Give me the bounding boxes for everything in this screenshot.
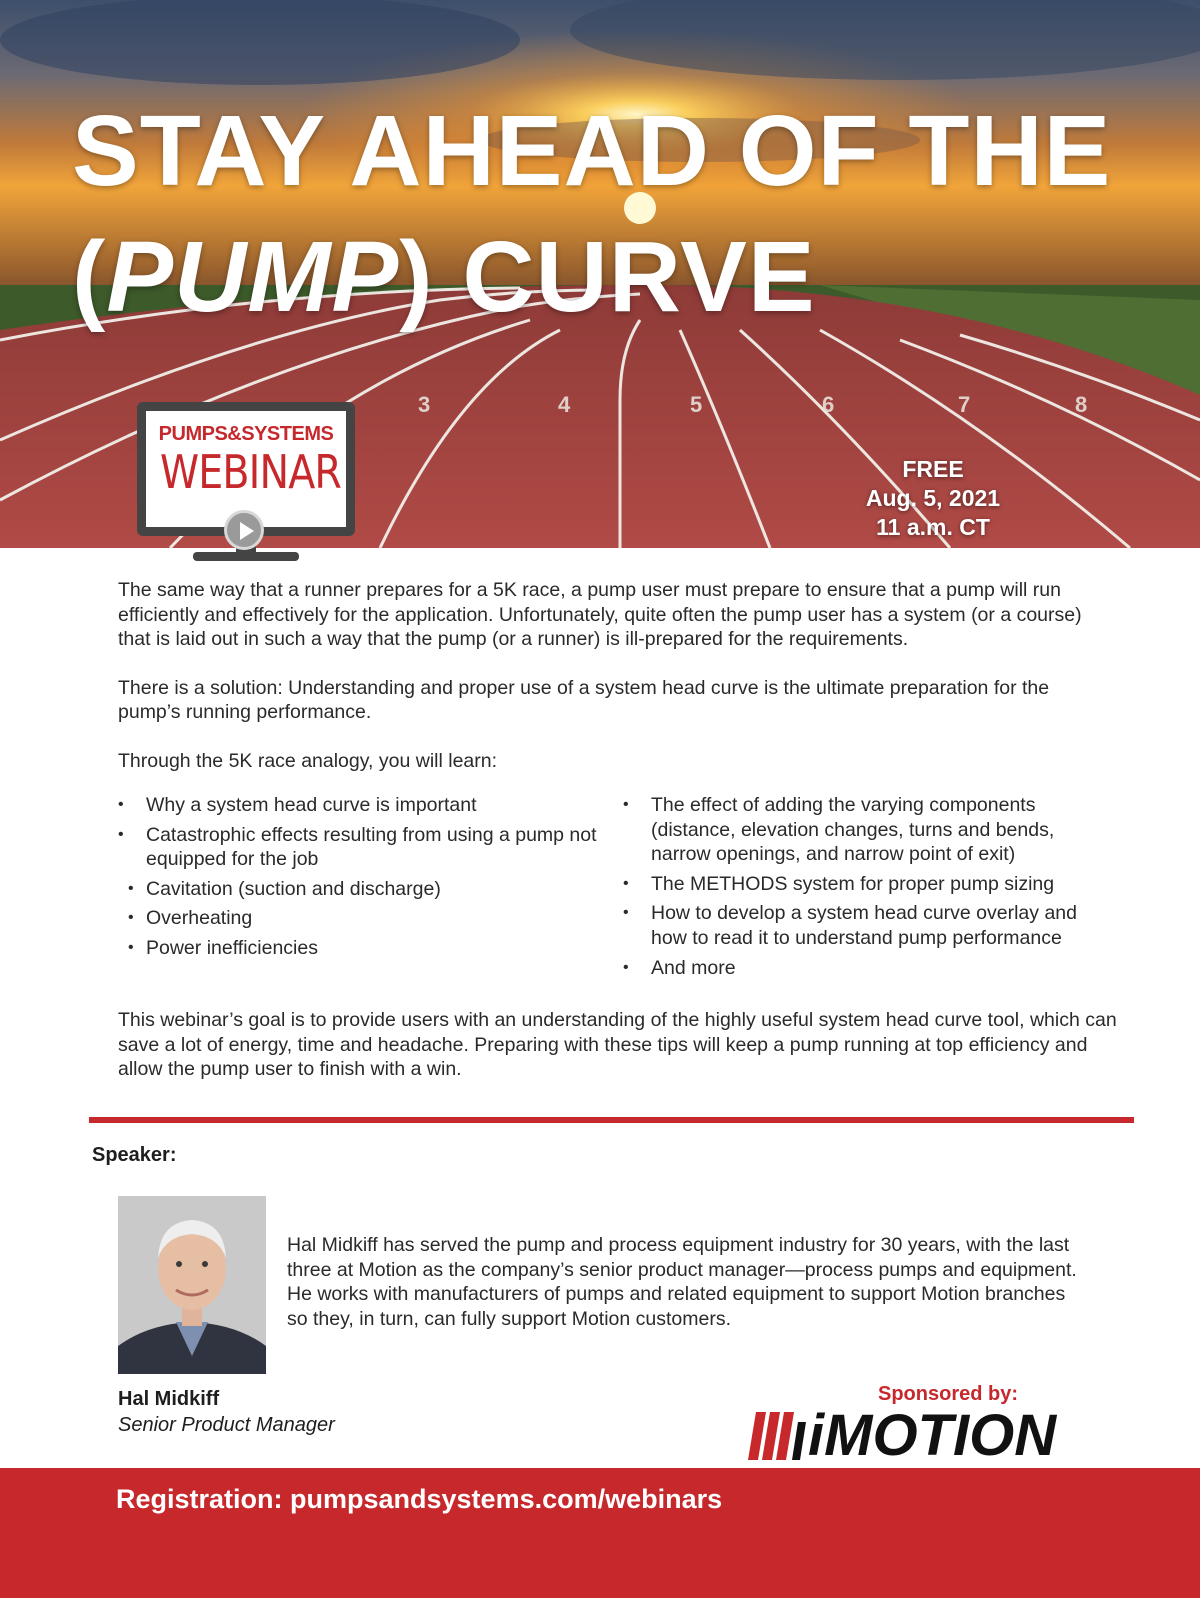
title-emphasis: PUMP — [106, 221, 400, 333]
event-info — [848, 455, 1018, 542]
page-title — [72, 88, 1182, 340]
sponsored-label: Sponsored by: — [878, 1383, 1019, 1405]
learning-list-right — [623, 793, 1093, 985]
title-line-2 — [72, 214, 1182, 340]
title-rest: ) CURVE — [399, 221, 816, 333]
list-item: • The effect of adding the varying components (distance, elevation changes, turns and bends, narrow openings, and narrow point of exit) — [623, 793, 1093, 867]
list-item: • Catastrophic effects resulting from using a pump not equipped for the job — [118, 823, 598, 872]
motion-word: MOTION — [824, 1403, 1057, 1468]
list-item: • Power inefficiencies — [118, 936, 598, 961]
title-paren-open: ( — [72, 221, 107, 333]
list-item: • Cavitation (suction and discharge) — [118, 877, 598, 902]
motion-wordmark — [808, 1402, 1056, 1469]
closing-paragraph: This webinar’s goal is to provide users with an understanding of the highly useful system head curve tool, which can save a lot of energy, time and headache. Preparing with these tips will keep a pump running at top efficiency and allow the pump user to finish with a win. — [118, 1009, 1117, 1081]
event-date: Aug. 5, 2021 — [865, 485, 1001, 511]
badge-brand: PUMPS&SYSTEMS — [158, 423, 334, 445]
speaker-photo — [118, 1196, 266, 1374]
intro-paragraph-1: The same way that a runner prepares for a 5K race, a pump user must prepare to ensure that a pump will run efficiently and effectively for the application. Unfortunately, quite often the pump user has a system (or a course) that is laid out in such a way that the pump (or a runner) is ill-prepared for the requirements. — [118, 579, 1082, 651]
intro-text — [118, 578, 1108, 798]
list-item: • And more — [623, 956, 1093, 981]
speaker-heading: Speaker: — [92, 1144, 177, 1166]
motion-logo[interactable] — [748, 1403, 1138, 1468]
registration-footer — [0, 1468, 1200, 1598]
section-divider — [89, 1117, 1134, 1123]
speaker-bio: Hal Midkiff has served the pump and process equipment industry for 30 years, with the last three at Motion as the company’s senior product manager—process pumps and equipment. He works with manufacturers of pumps and related equipment to support Motion branches so they, in turn, can fully support Motion customers. — [287, 1234, 1077, 1330]
lane-number: 4 — [558, 392, 571, 417]
webinar-logo — [137, 402, 359, 568]
speaker-name: Hal Midkiff — [118, 1388, 220, 1410]
lane-number: 3 — [418, 392, 431, 417]
list-item: • Overheating — [118, 906, 598, 931]
lane-number: 7 — [958, 392, 971, 417]
title-line-1: STAY AHEAD OF THE — [72, 95, 1112, 207]
motion-i: i — [808, 1403, 825, 1468]
play-icon[interactable] — [224, 510, 264, 550]
registration-link[interactable]: Registration: pumpsandsystems.com/webinars — [116, 1484, 723, 1514]
list-item: • The METHODS system for proper pump sizing — [623, 872, 1093, 897]
badge-webinar: WEBINAR — [160, 445, 342, 499]
list-item: • Why a system head curve is important — [118, 793, 598, 818]
learning-list-left — [118, 793, 598, 966]
speaker-job-title: Senior Product Manager — [118, 1414, 335, 1436]
event-cost: FREE — [902, 456, 964, 482]
intro-paragraph-2: There is a solution: Understanding and proper use of a system head curve is the ultimate preparation for the pump’s running performance. — [118, 676, 1050, 724]
lane-number: 5 — [690, 392, 703, 417]
motion-stripes-icon — [748, 1412, 810, 1460]
event-time: 11 a.m. CT — [876, 514, 990, 540]
lane-number: 6 — [822, 392, 835, 417]
lane-number: 8 — [1075, 392, 1088, 417]
monitor-base — [193, 552, 299, 561]
list-item: • How to develop a system head curve overlay and how to read it to understand pump performance — [623, 901, 1093, 950]
learn-lead-in: Through the 5K race analogy, you will learn: — [118, 749, 498, 772]
